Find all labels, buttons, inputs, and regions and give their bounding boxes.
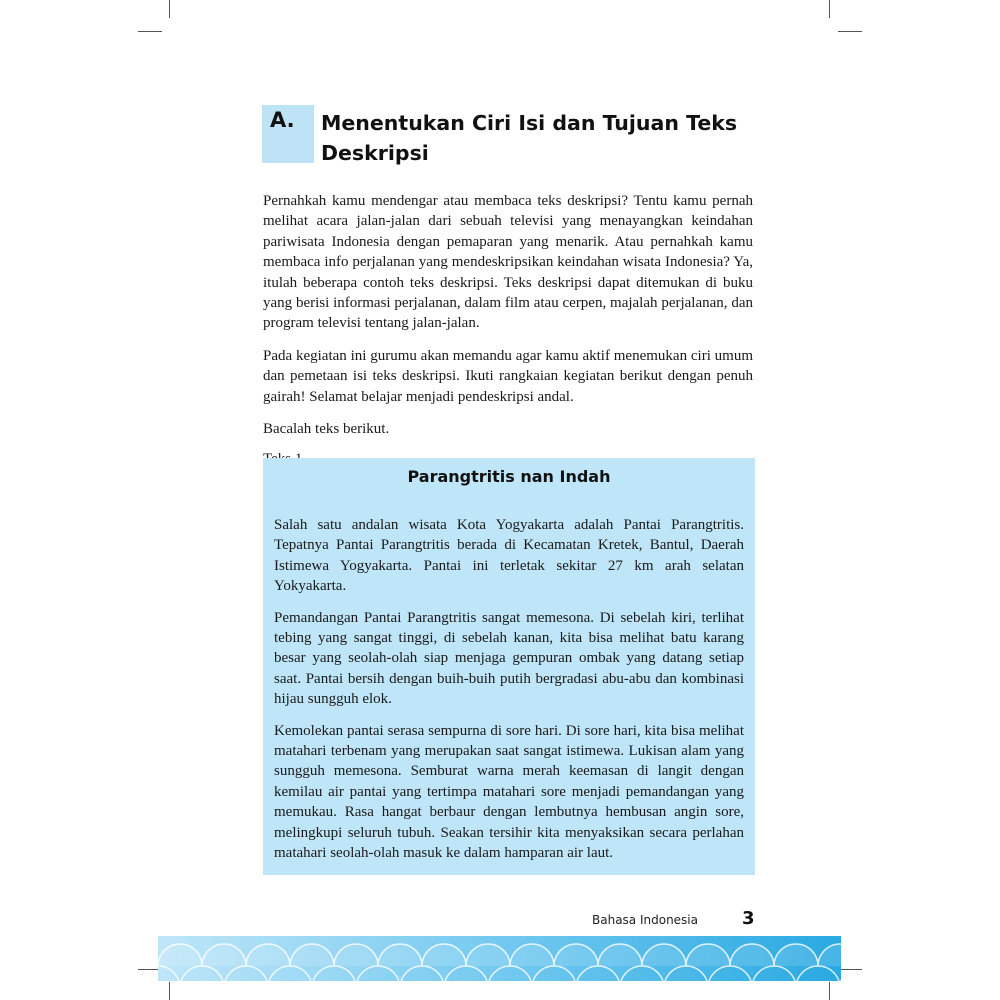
section-letter: A. [270,108,295,132]
reading-paragraph: Pemandangan Pantai Parangtritis sangat memesona. Di sebelah kiri, terlihat tebing yang sangat tinggi, di sebelah kanan, kita bisa melihat batu karang besar yang seolah-olah siap menjaga gempuran ombak yang datang setiap saat. Pantai bersih dengan buih-buih putih bergradasi abu-abu dan kombinasi hijau sungguh elok. [274,609,744,708]
crop-mark-top-right [829,0,830,18]
footer-subject: Bahasa Indonesia [592,913,698,927]
crop-mark-left-upper [138,31,162,32]
reading-text-box [263,458,755,875]
reading-paragraph: Salah satu andalan wisata Kota Yogyakarta adalah Pantai Parangtritis. Tepatnya Pantai Parangtritis berada di Kecamatan Kretek, Bantul, Daerah Istimewa Yogyakarta. Pantai ini terletak sekitar 27 km arah selatan Yokyakarta. [274,517,744,595]
wave-decoration [158,936,841,981]
crop-mark-bottom-left [169,982,170,1000]
page-number: 3 [742,908,755,929]
crop-mark-top-left [169,0,170,18]
intro-text [263,191,753,480]
intro-paragraph: Pada kegiatan ini gurumu akan memandu agar kamu aktif menemukan ciri umum dan pemetaan isi teks deskripsi. Ikuti rangkaian kegiatan berikut dengan penuh gairah! Selamat belajar menjadi pendeskripsi andal. [263,347,753,405]
intro-paragraph: Pernahkah kamu mendengar atau membaca teks deskripsi? Tentu kamu pernah melihat acara jalan-jalan dari sebuah televisi yang menayangkan keindahan pariwisata Indonesia dengan pemaparan yang menarik. Atau pernahkah kamu membaca info perjalanan yang mendeskripsikan keindahan wisata Indonesia? Ya, itulah beberapa contoh teks deskripsi. Teks deskripsi dapat ditemukan di buku yang berisi informasi perjalanan, dalam film atau cerpen, majalah perjalanan, dan program televisi tentang jalan-jalan. [263,193,753,332]
reading-paragraph: Kemolekan pantai serasa sempurna di sore hari. Di sore hari, kita bisa melihat matahari terbenam yang merupakan saat sangat istimewa. Lukisan alam yang sungguh memesona. Semburat warna merah keemasan di langit dengan kemilau air pantai yang tertimpa matahari sore menjadi pemandangan yang memukau. Rasa hangat berbaur dengan lembutnya hembusan angin sore, melingkupi seluruh tubuh. Seakan tersihir kita menyaksikan secara perlahan matahari seolah-olah masuk ke dalam hamparan air laut. [274,722,744,862]
reading-instruction: Bacalah teks berikut. [263,421,390,438]
reading-title: Parangtritis nan Indah [407,467,611,486]
crop-mark-right-lower [838,969,862,970]
crop-mark-right-upper [838,31,862,32]
section-title: Menentukan Ciri Isi dan Tujuan Teks Deskripsi [321,111,738,165]
crop-mark-bottom-right [829,982,830,1000]
